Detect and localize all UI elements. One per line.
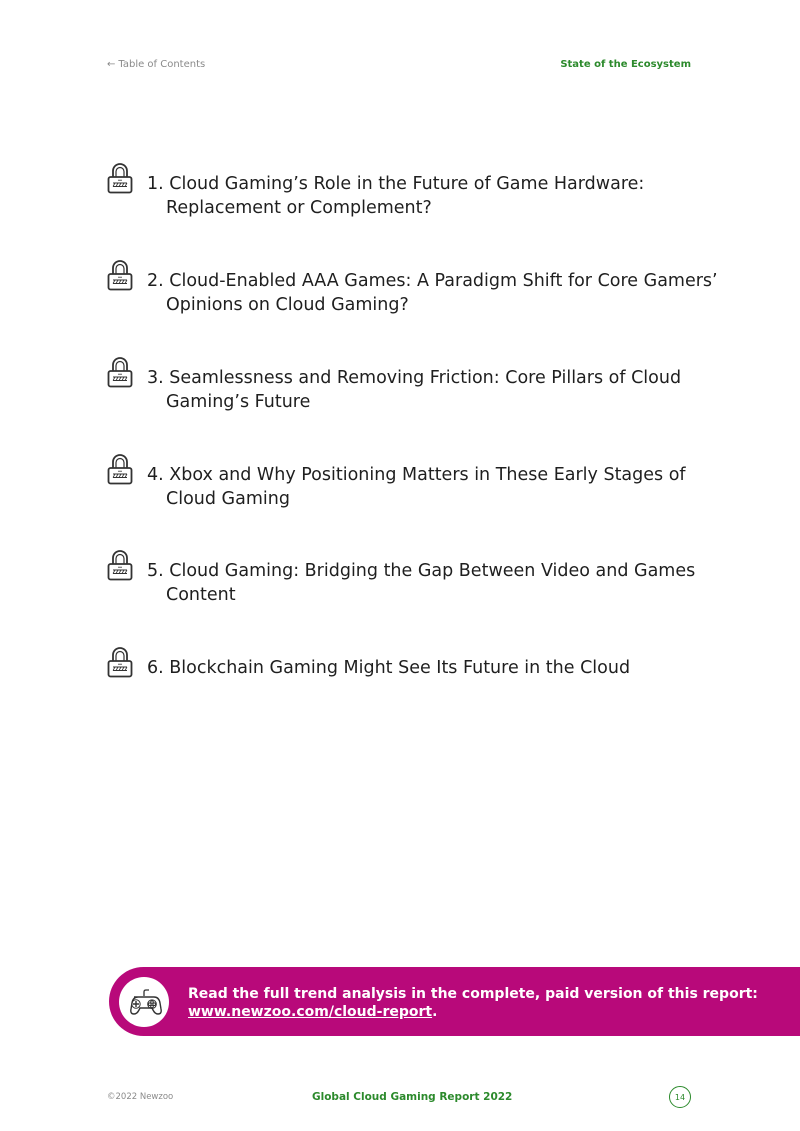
section-title: State of the Ecosystem <box>560 59 691 70</box>
report-title: Global Cloud Gaming Report 2022 <box>312 1091 513 1103</box>
page-number: 14 <box>669 1086 691 1108</box>
cta-banner <box>109 967 800 1036</box>
item-title: 4. Xbox and Why Positioning Matters in These Early Stages of Cloud Gaming <box>147 465 686 509</box>
cta-text <box>188 985 788 1021</box>
item-title: 5. Cloud Gaming: Bridging the Gap Between Video and Games Content <box>147 561 696 605</box>
back-arrow-icon: ← <box>107 59 116 70</box>
lock-icon <box>107 162 133 194</box>
item-title: 1. Cloud Gaming’s Role in the Future of Game Hardware: Replacement or Complement? <box>147 174 645 218</box>
lock-icon <box>107 549 133 581</box>
toc-link-label: Table of Contents <box>118 59 206 70</box>
cta-link-suffix: . <box>432 1004 438 1020</box>
lock-icon <box>107 646 133 678</box>
gamepad-icon <box>126 987 162 1017</box>
table-of-contents-link[interactable] <box>107 59 205 70</box>
cta-message: Read the full trend analysis in the complete, paid version of this report: <box>188 986 758 1002</box>
item-title: 6. Blockchain Gaming Might See Its Future in the Cloud <box>147 658 631 678</box>
report-link[interactable]: www.newzoo.com/cloud-report <box>188 1004 433 1020</box>
item-title: 2. Cloud-Enabled AAA Games: A Paradigm Shift for Core Gamers’ Opinions on Cloud Gaming? <box>147 271 718 315</box>
item-title: 3. Seamlessness and Removing Friction: Core Pillars of Cloud Gaming’s Future <box>147 368 682 412</box>
lock-icon <box>107 453 133 485</box>
copyright: ©2022 Newzoo <box>107 1092 174 1102</box>
lock-icon <box>107 356 133 388</box>
lock-icon <box>107 259 133 291</box>
cta-icon-circle <box>119 977 169 1027</box>
